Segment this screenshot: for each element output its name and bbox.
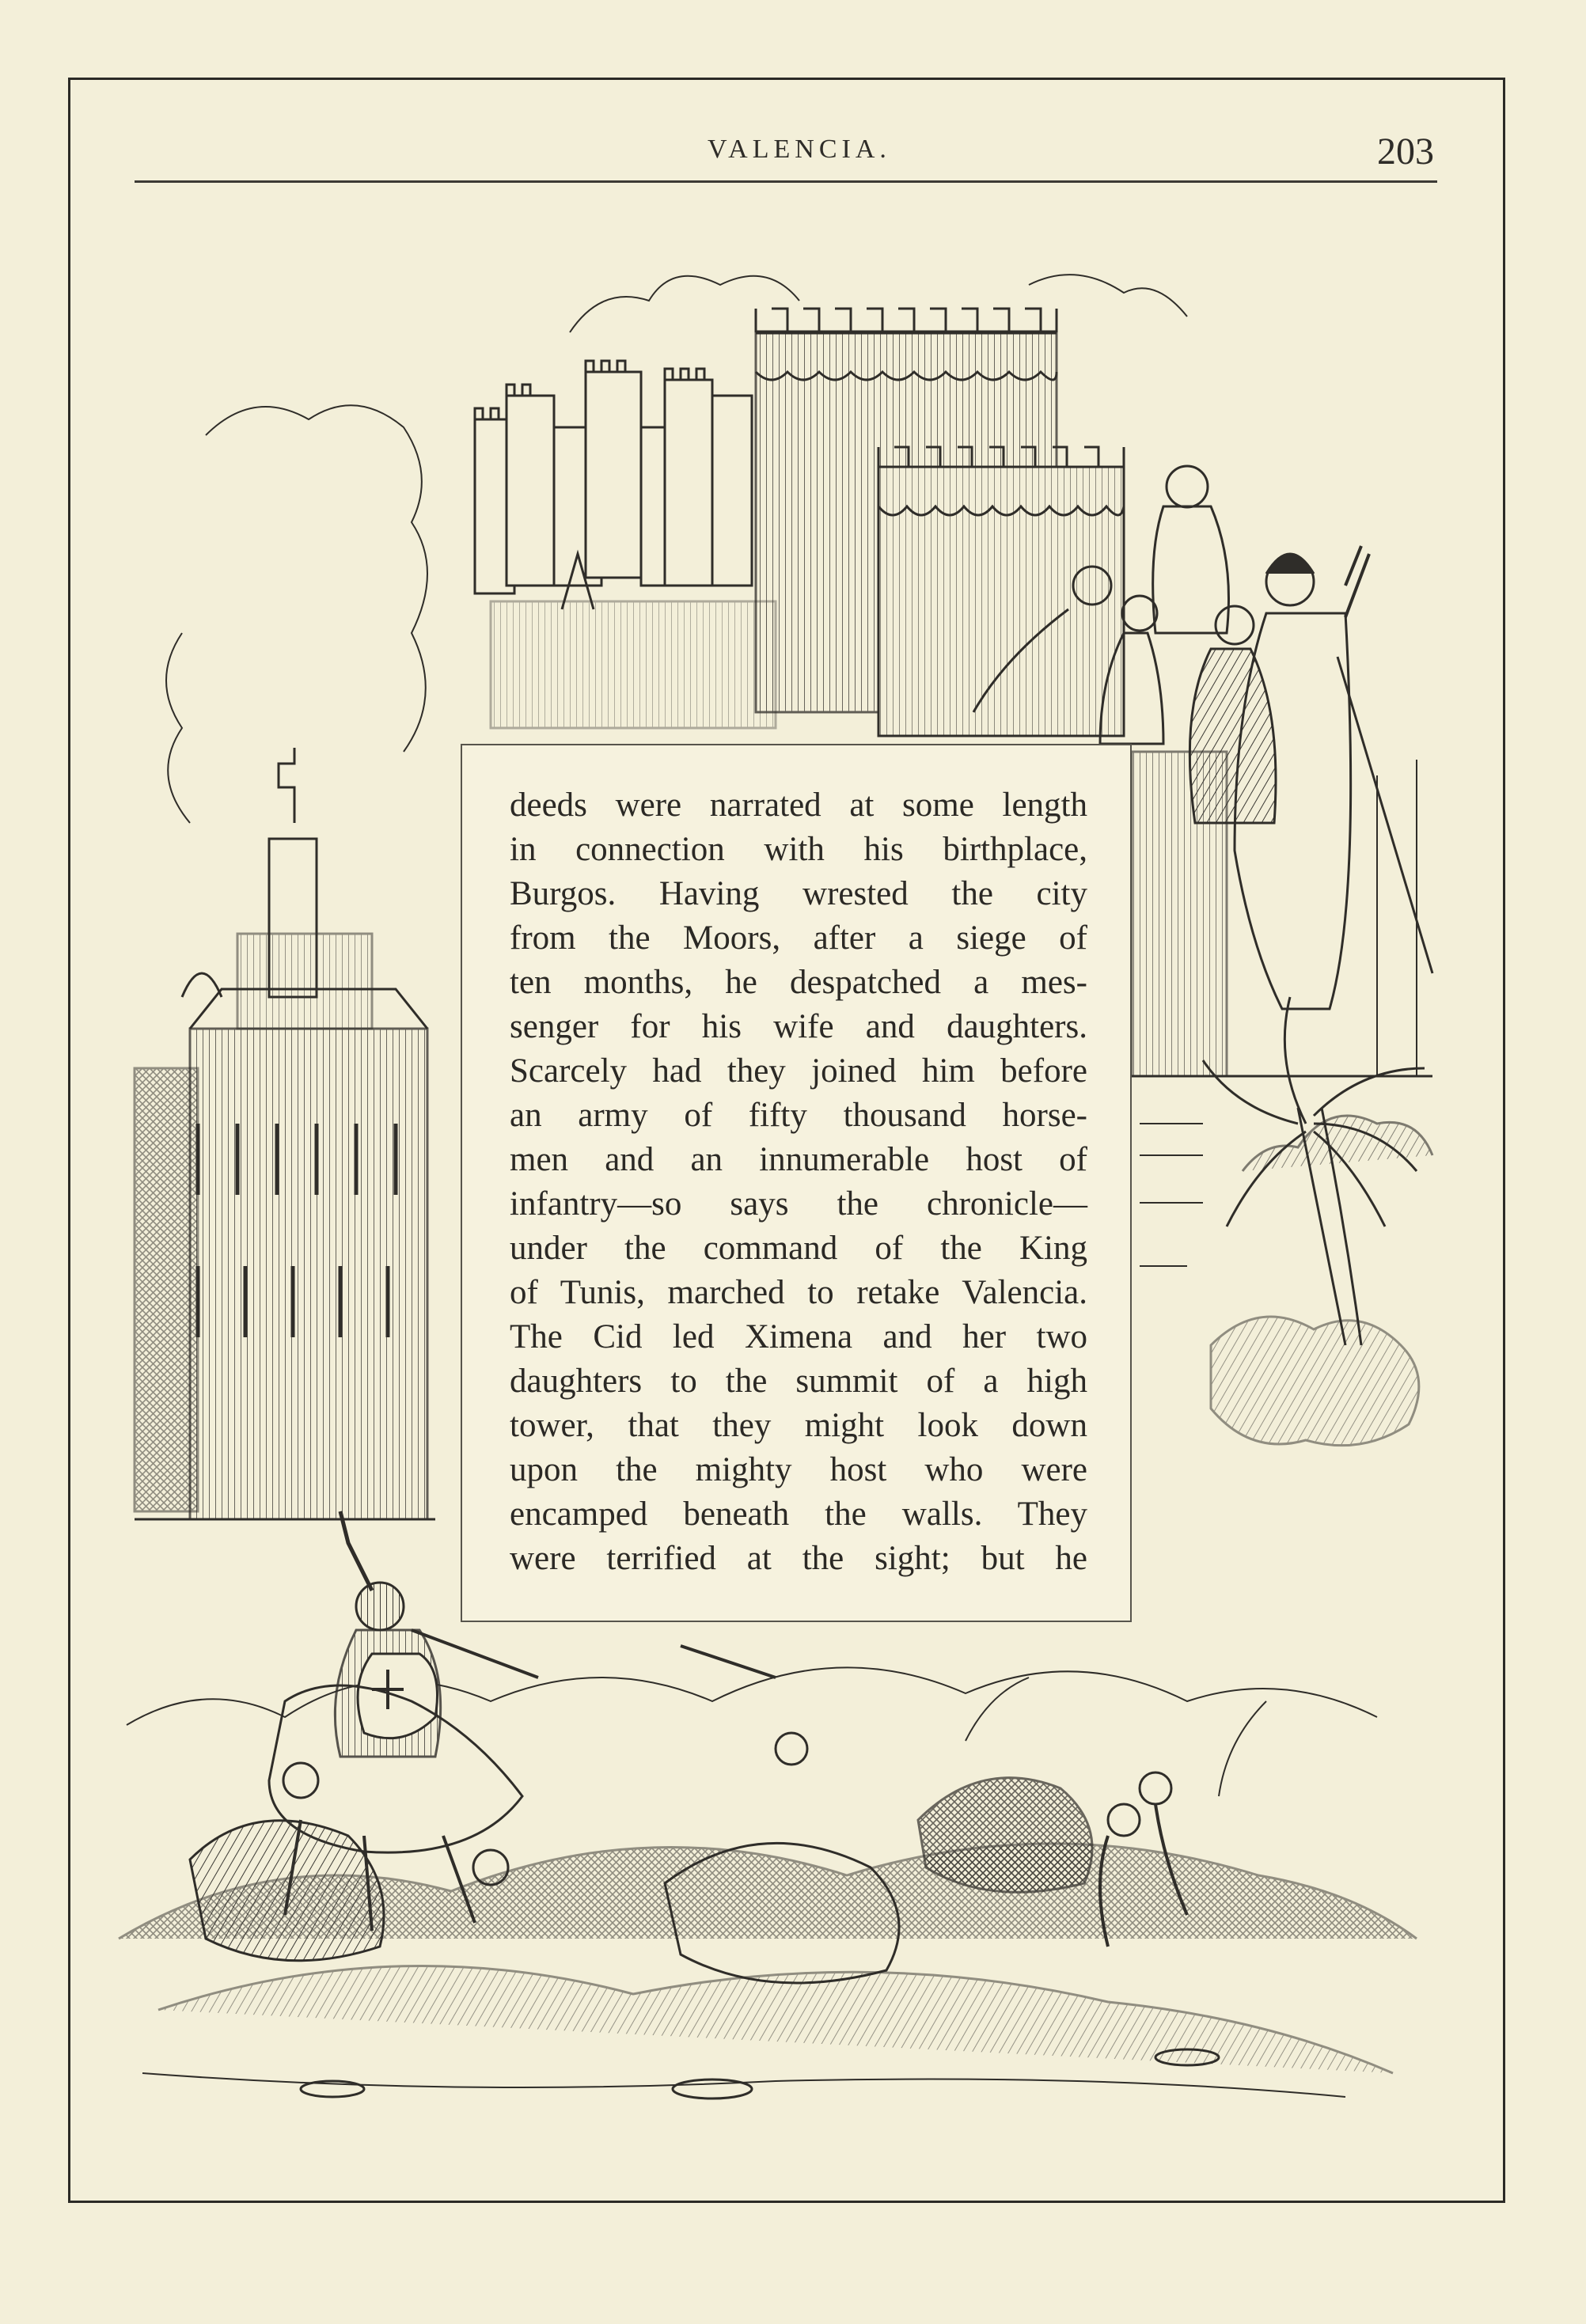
text-line: encamped beneath the walls. They <box>510 1496 1087 1533</box>
text-line: were terrified at the sight; but he <box>510 1540 1087 1577</box>
text-line: upon the mighty host who were <box>510 1451 1087 1488</box>
page-title: VALENCIA. <box>708 135 891 164</box>
text-line: men and an innumerable host of <box>510 1141 1087 1178</box>
text-line: tower, that they might look down <box>510 1407 1087 1444</box>
cathedral-tower-icon <box>135 405 435 1519</box>
text-panel <box>461 744 1132 1622</box>
text-line: infantry—so says the chronicle— <box>510 1185 1087 1223</box>
text-line: senger for his wife and daughters. <box>510 1008 1087 1045</box>
text-line: Burgos. Having wrested the city <box>510 875 1087 912</box>
text-line: deeds were narrated at some length <box>510 787 1087 824</box>
text-line: Scarcely had they joined him before <box>510 1052 1087 1090</box>
page-number: 203 <box>1377 131 1434 172</box>
text-line: under the command of the King <box>510 1230 1087 1267</box>
body-text <box>510 783 1087 1581</box>
text-line: ten months, he despatched a mes- <box>510 964 1087 1001</box>
castle-towers-icon <box>475 275 1187 736</box>
text-line: daughters to the summit of a high <box>510 1363 1087 1400</box>
text-line: in connection with his birthplace, <box>510 831 1087 868</box>
text-line: from the Moors, after a siege of <box>510 919 1087 957</box>
text-line: an army of fifty thousand horse- <box>510 1097 1087 1134</box>
text-line: of Tunis, marched to retake Valencia. <box>510 1274 1087 1311</box>
text-line: The Cid led Ximena and her two <box>510 1318 1087 1355</box>
